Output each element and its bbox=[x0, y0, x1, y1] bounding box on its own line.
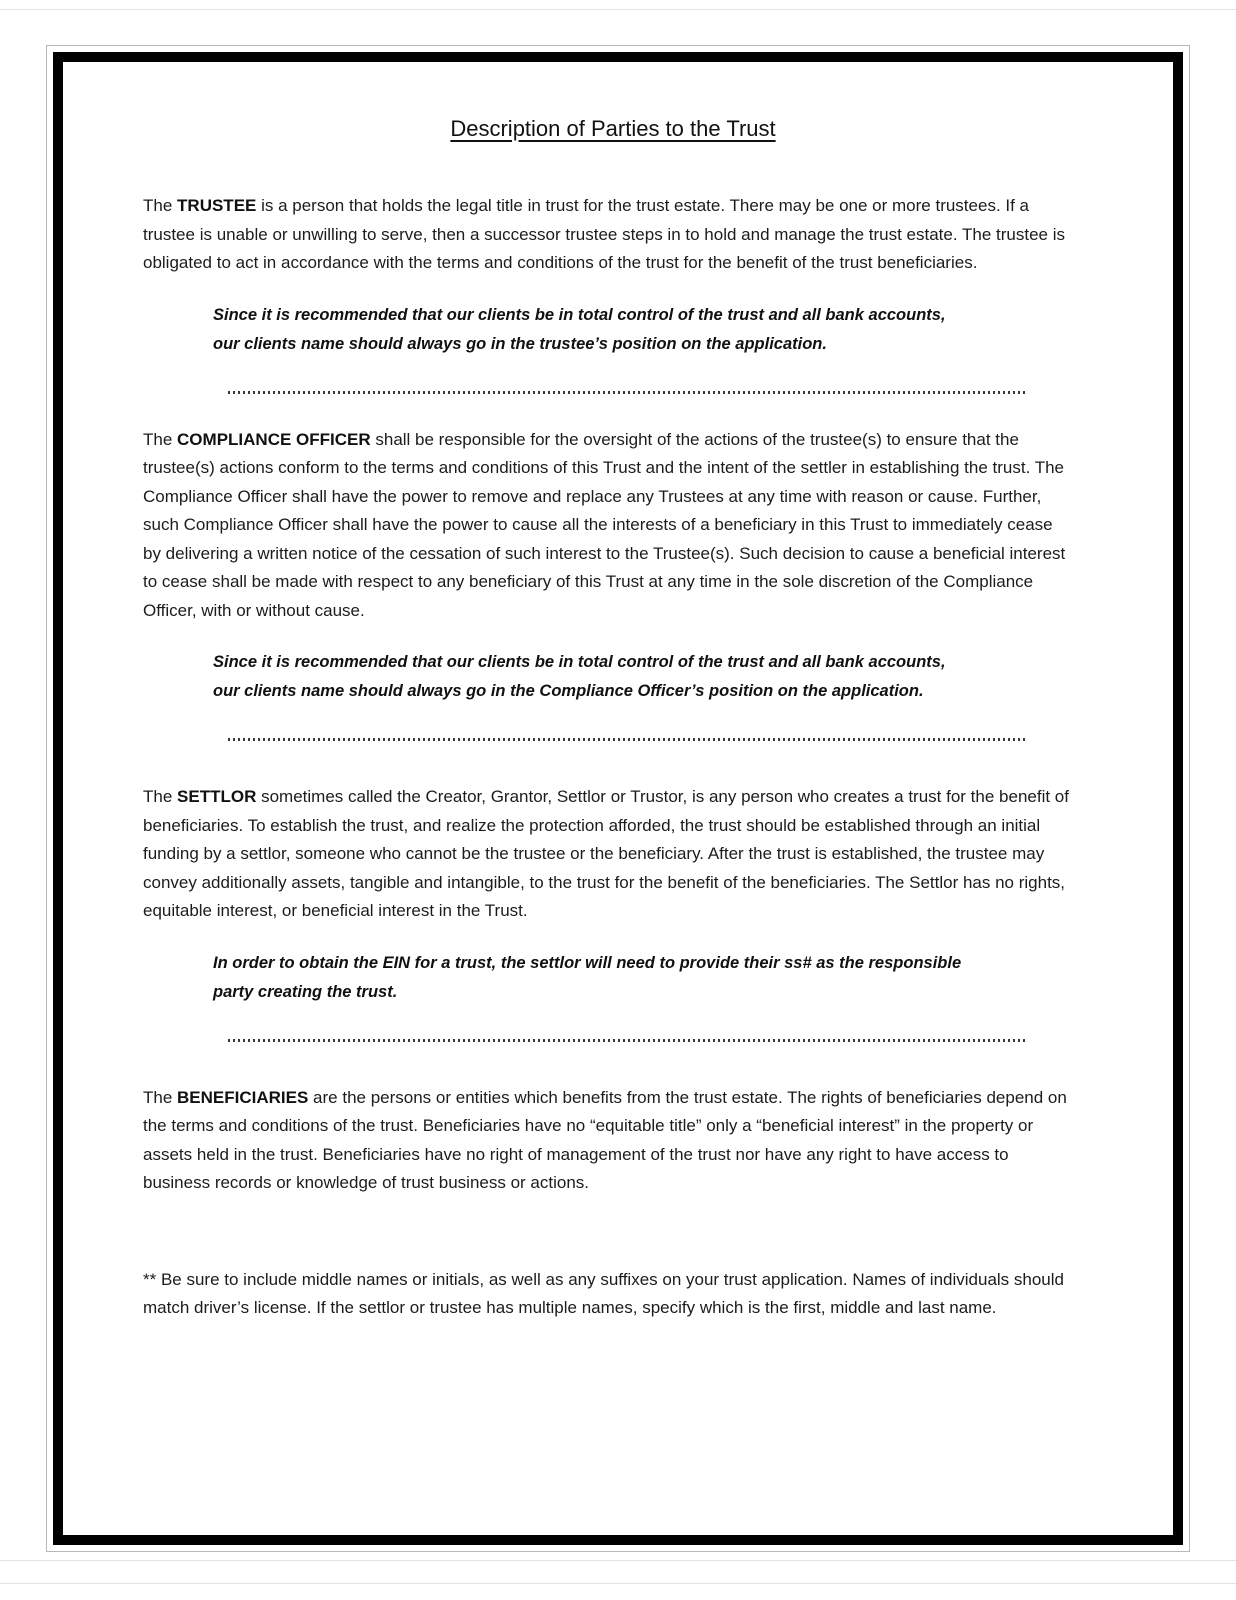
dotted-divider-3 bbox=[228, 1039, 1028, 1042]
dotted-divider-1 bbox=[228, 391, 1028, 394]
para-text: The bbox=[143, 196, 178, 215]
para-text: is a person that holds the legal title in trust for the trust estate. There may be one or more trustees. If a trustee is unable or unwilling to serve, then a successor trustee steps in to hold and manage the trust estate. The trustee is obligated to act in accordance with the terms and conditions of the trust for the benefit of the trust beneficiaries. bbox=[143, 196, 1065, 272]
page-outer-frame bbox=[46, 45, 1190, 1552]
document-content bbox=[63, 116, 1173, 1323]
footnote: ** Be sure to include middle names or initials, as well as any suffixes on your trust application. Names of individuals should match driver’s license. If the settlor or trustee has multiple names, specify which is the first, middle and last name. bbox=[143, 1269, 1064, 1317]
para-text: shall be responsible for the oversight of the actions of the trustee(s) to ensure that the trustee(s) actions conform to the terms and conditions of this Trust and the intent of the settler in establishing the trust. The Compliance Officer shall have the power to remove and replace any Trustees at any time with reason or cause. Further, such Compliance Officer shall have the power to cause all the interests of a beneficiary in this Trust to immediately cease by delivering a written notice of the cessation of such interest to the Trustee(s). Such decision to cause a beneficial interest to cease shall be made with respect to any beneficiary of this Trust at any time in the sole discretion of the Compliance Officer, with or without cause. bbox=[143, 429, 1066, 620]
paragraph-compliance-officer bbox=[143, 426, 1073, 626]
bold-term-beneficiaries: BENEFICIARIES bbox=[177, 1087, 309, 1107]
para-text: The bbox=[143, 787, 178, 806]
paragraph-settlor bbox=[143, 783, 1073, 926]
paragraph-trustee bbox=[143, 192, 1073, 278]
top-gridline bbox=[0, 9, 1236, 10]
note-trustee: Since it is recommended that our clients be in total control of the trust and all bank accounts, our clients name should always go in the trustee’s position on the application. bbox=[213, 305, 946, 353]
bottom-gridline-2 bbox=[0, 1583, 1236, 1584]
paragraph-beneficiaries bbox=[143, 1084, 1073, 1198]
bottom-gridline-1 bbox=[0, 1560, 1236, 1561]
bold-term-settlor: SETTLOR bbox=[177, 787, 257, 806]
note-compliance-officer: Since it is recommended that our clients be in total control of the trust and all bank accounts, our clients name should always go in the Compliance Officer’s position on the application. bbox=[213, 653, 946, 700]
bold-term-trustee: TRUSTEE bbox=[177, 196, 257, 215]
dotted-divider-2 bbox=[228, 738, 1028, 741]
para-text: are the persons or entities which benefits from the trust estate. The rights of beneficiaries depend on the terms and conditions of the trust. Beneficiaries have no “equitable title” only a “beneficial interest” in the property or assets held in the trust. Beneficiaries have no right of management of the trust nor have any right to have access to business records or knowledge of trust business or actions. bbox=[143, 1087, 1067, 1192]
page-border bbox=[53, 52, 1183, 1545]
bold-term-compliance-officer: COMPLIANCE OFFICER bbox=[177, 429, 371, 449]
document-title: Description of Parties to the Trust bbox=[450, 116, 776, 141]
note-settlor: In order to obtain the EIN for a trust, the settlor will need to provide their ss# as the responsible party creating the trust. bbox=[213, 953, 962, 1001]
para-text: The bbox=[143, 1087, 178, 1107]
para-text: The bbox=[143, 429, 178, 449]
para-text: sometimes called the Creator, Grantor, Settlor or Trustor, is any person who creates a trust for the benefit of beneficiaries. To establish the trust, and realize the protection afforded, the trust should be established through an initial funding by a settlor, someone who cannot be the trustee or the beneficiary. After the trust is established, the trustee may convey additionally assets, tangible and intangible, to the trust for the benefit of the beneficiaries. The Settlor has no rights, equitable interest, or beneficial interest in the Trust. bbox=[143, 787, 1069, 920]
